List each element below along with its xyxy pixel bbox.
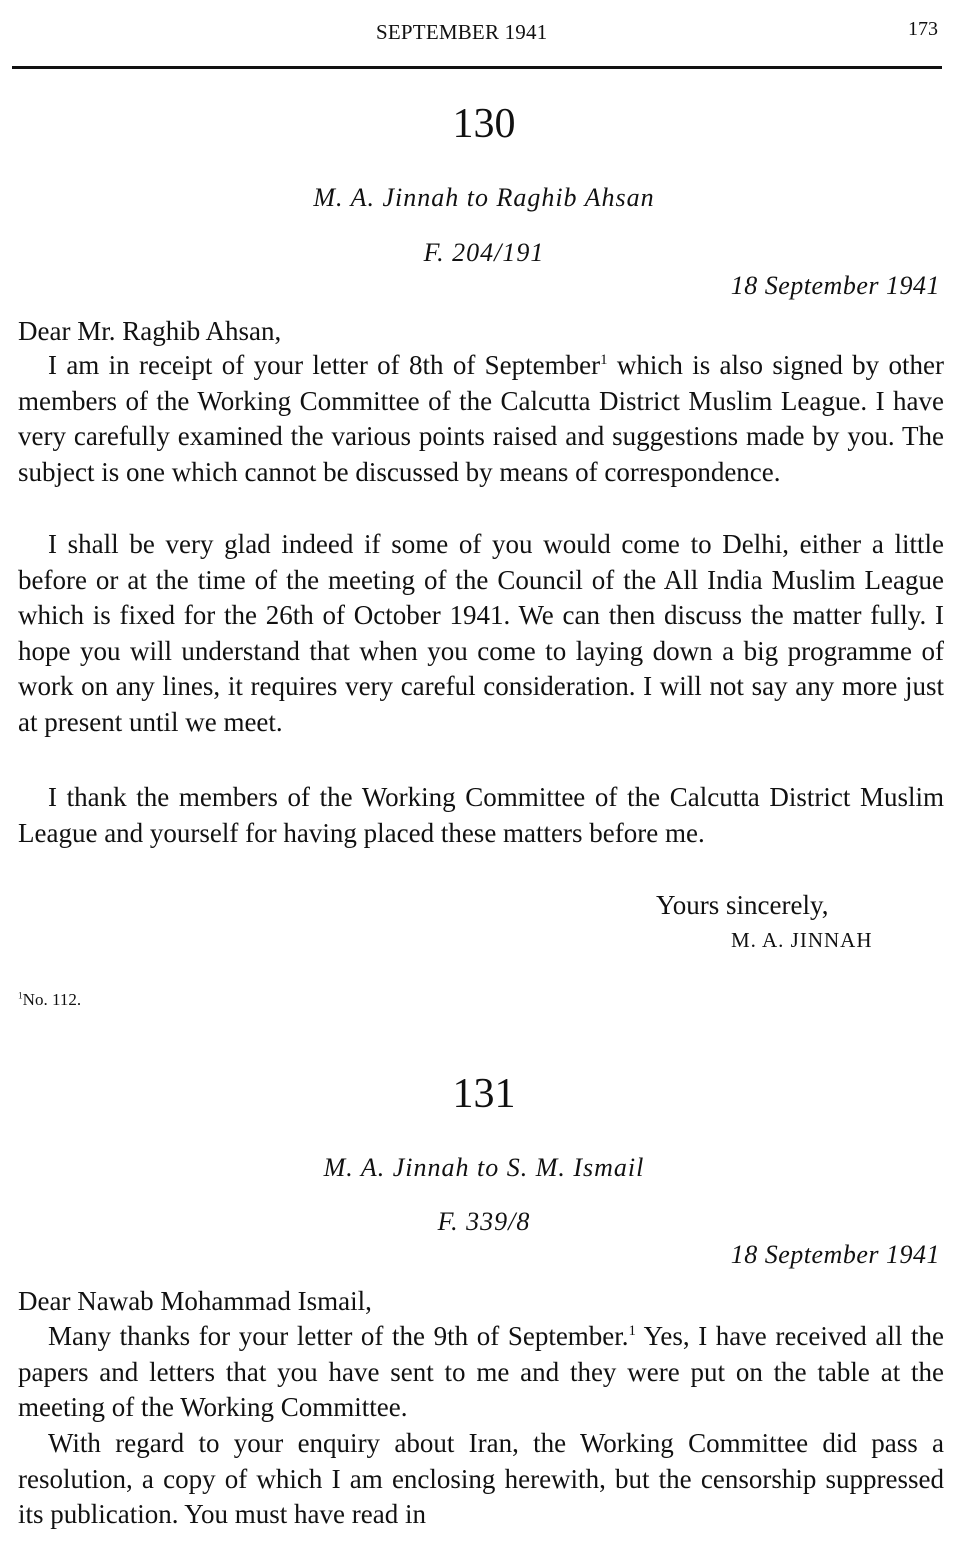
header-rule xyxy=(12,66,942,69)
paragraph-text: Many thanks for your letter of the 9th of September. xyxy=(48,1321,629,1351)
page-header xyxy=(0,20,968,50)
letter-date: 18 September 1941 xyxy=(730,271,940,300)
paragraph: With regard to your enquiry about Iran, the Working Committee did pass a resolution, a copy of which I am enclosing herewith, but the censorship suppressed its publication. You must have read in xyxy=(18,1428,944,1529)
paragraph xyxy=(18,348,944,490)
paragraph xyxy=(18,1319,944,1426)
paragraph: I shall be very glad indeed if some of you would come to Delhi, either a little before or at the time of the meeting of the Council of the All India Muslim League which is fixed for the 26th of October 1941. We can then discuss the matter fully. I hope you will understand that when you come to laying down a big programme of work on any lines, it requires very careful consideration. I will not say any more just at present until we meet. xyxy=(18,529,944,737)
paragraph: I thank the members of the Working Committee of the Calcutta District Muslim League and yourself for having placed these matters before me. xyxy=(18,782,944,848)
file-reference: F. 204/191 xyxy=(423,238,545,267)
salutation: Dear Mr. Raghib Ahsan, xyxy=(18,316,282,346)
letter-date: 18 September 1941 xyxy=(730,1240,940,1269)
letter-title: M. A. Jinnah to Raghib Ahsan xyxy=(313,183,655,212)
signature: M. A. JINNAH xyxy=(731,928,873,952)
footnote xyxy=(18,990,81,1010)
file-reference: F. 339/8 xyxy=(437,1207,531,1236)
letter-number: 130 xyxy=(452,101,516,147)
footnote-mark: 1 xyxy=(18,991,23,1002)
letter-title: M. A. Jinnah to S. M. Ismail xyxy=(323,1153,645,1182)
footnote-reference: 1 xyxy=(600,352,608,368)
paragraph-text: Yes, I have received all the papers and letters that you have sent to me and they were put on the table at the meeting of the Working Committee. xyxy=(18,1321,944,1422)
page-number: 173 xyxy=(908,18,938,40)
letter-number: 131 xyxy=(452,1071,516,1117)
closing: Yours sincerely, xyxy=(656,890,829,920)
paragraph-text: I am in receipt of your letter of 8th of September xyxy=(48,350,601,380)
paragraph-text: which is also signed by other members of the Working Committee of the Calcutta District Muslim League. I have very carefully examined the various points raised and suggestions made by you. The subject is one which cannot be discussed by means of correspondence. xyxy=(18,350,944,487)
running-title: SEPTEMBER 1941 xyxy=(376,20,548,44)
footnote-reference: 1 xyxy=(628,1323,636,1339)
footnote-text: No. 112. xyxy=(22,990,82,1009)
salutation: Dear Nawab Mohammad Ismail, xyxy=(18,1286,372,1316)
